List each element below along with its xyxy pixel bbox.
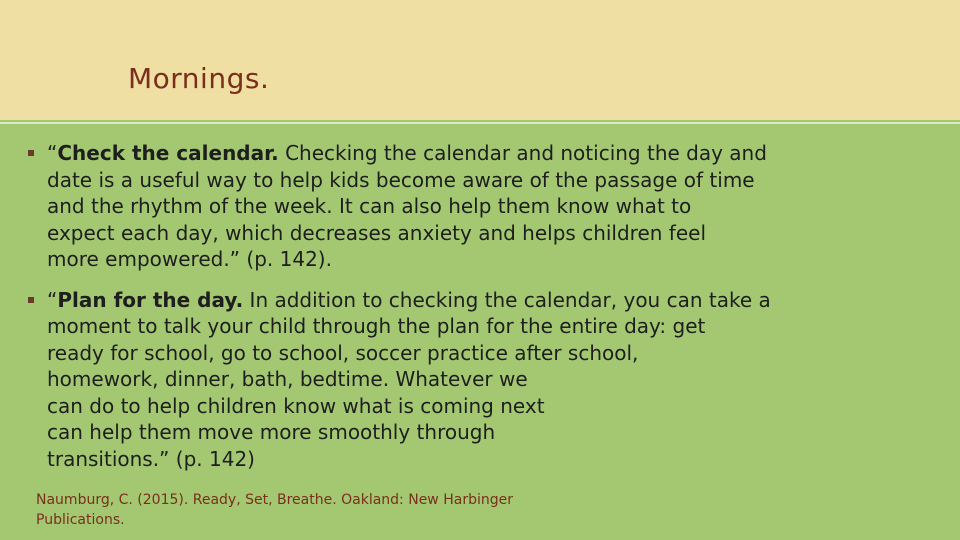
citation: [36, 490, 596, 530]
open-quote: “: [47, 287, 58, 312]
bullet-line: ready for school, go to school, soccer practice after school,: [47, 340, 639, 365]
bullet-lead: Check the calendar.: [57, 141, 279, 165]
bullet-line: more empowered.” (p. 142).: [47, 247, 332, 271]
bullet-line: transitions.” (p. 142): [47, 446, 255, 471]
bullet-list: [28, 140, 908, 486]
bullet-lead: Plan for the day.: [57, 287, 244, 312]
bullet-line: and the rhythm of the week. It can also help them know what to: [47, 194, 692, 218]
bullet-line: homework, dinner, bath, bedtime. Whatever we: [47, 367, 528, 391]
bullet-line: expect each day, which decreases anxiety and helps children feel: [47, 220, 707, 245]
citation-line: Naumburg, C. (2015). Ready, Set, Breathe. Oakland: New Harbinger: [36, 492, 513, 508]
bullet-item-plan: [28, 287, 908, 473]
bullet-line: Checking the calendar and noticing the day and: [278, 141, 767, 165]
bullet-item-calendar: [28, 140, 908, 273]
title-banner: [0, 0, 960, 120]
open-quote: “: [47, 141, 58, 165]
slide-title: Mornings.: [128, 62, 270, 95]
bullet-line: date is a useful way to help kids become aware of the passage of time: [47, 167, 755, 192]
bullet-line: In addition to checking the calendar, you can take a: [243, 287, 771, 312]
bullet-line: moment to talk your child through the plan for the entire day: get: [47, 314, 706, 338]
bullet-line: can do to help children know what is coming next: [47, 393, 545, 418]
bullet-line: can help them move more smoothly through: [47, 420, 496, 444]
square-bullet-icon: [28, 297, 34, 303]
citation-line: Publications.: [36, 512, 125, 528]
header-divider: [0, 122, 960, 124]
square-bullet-icon: [28, 150, 34, 156]
